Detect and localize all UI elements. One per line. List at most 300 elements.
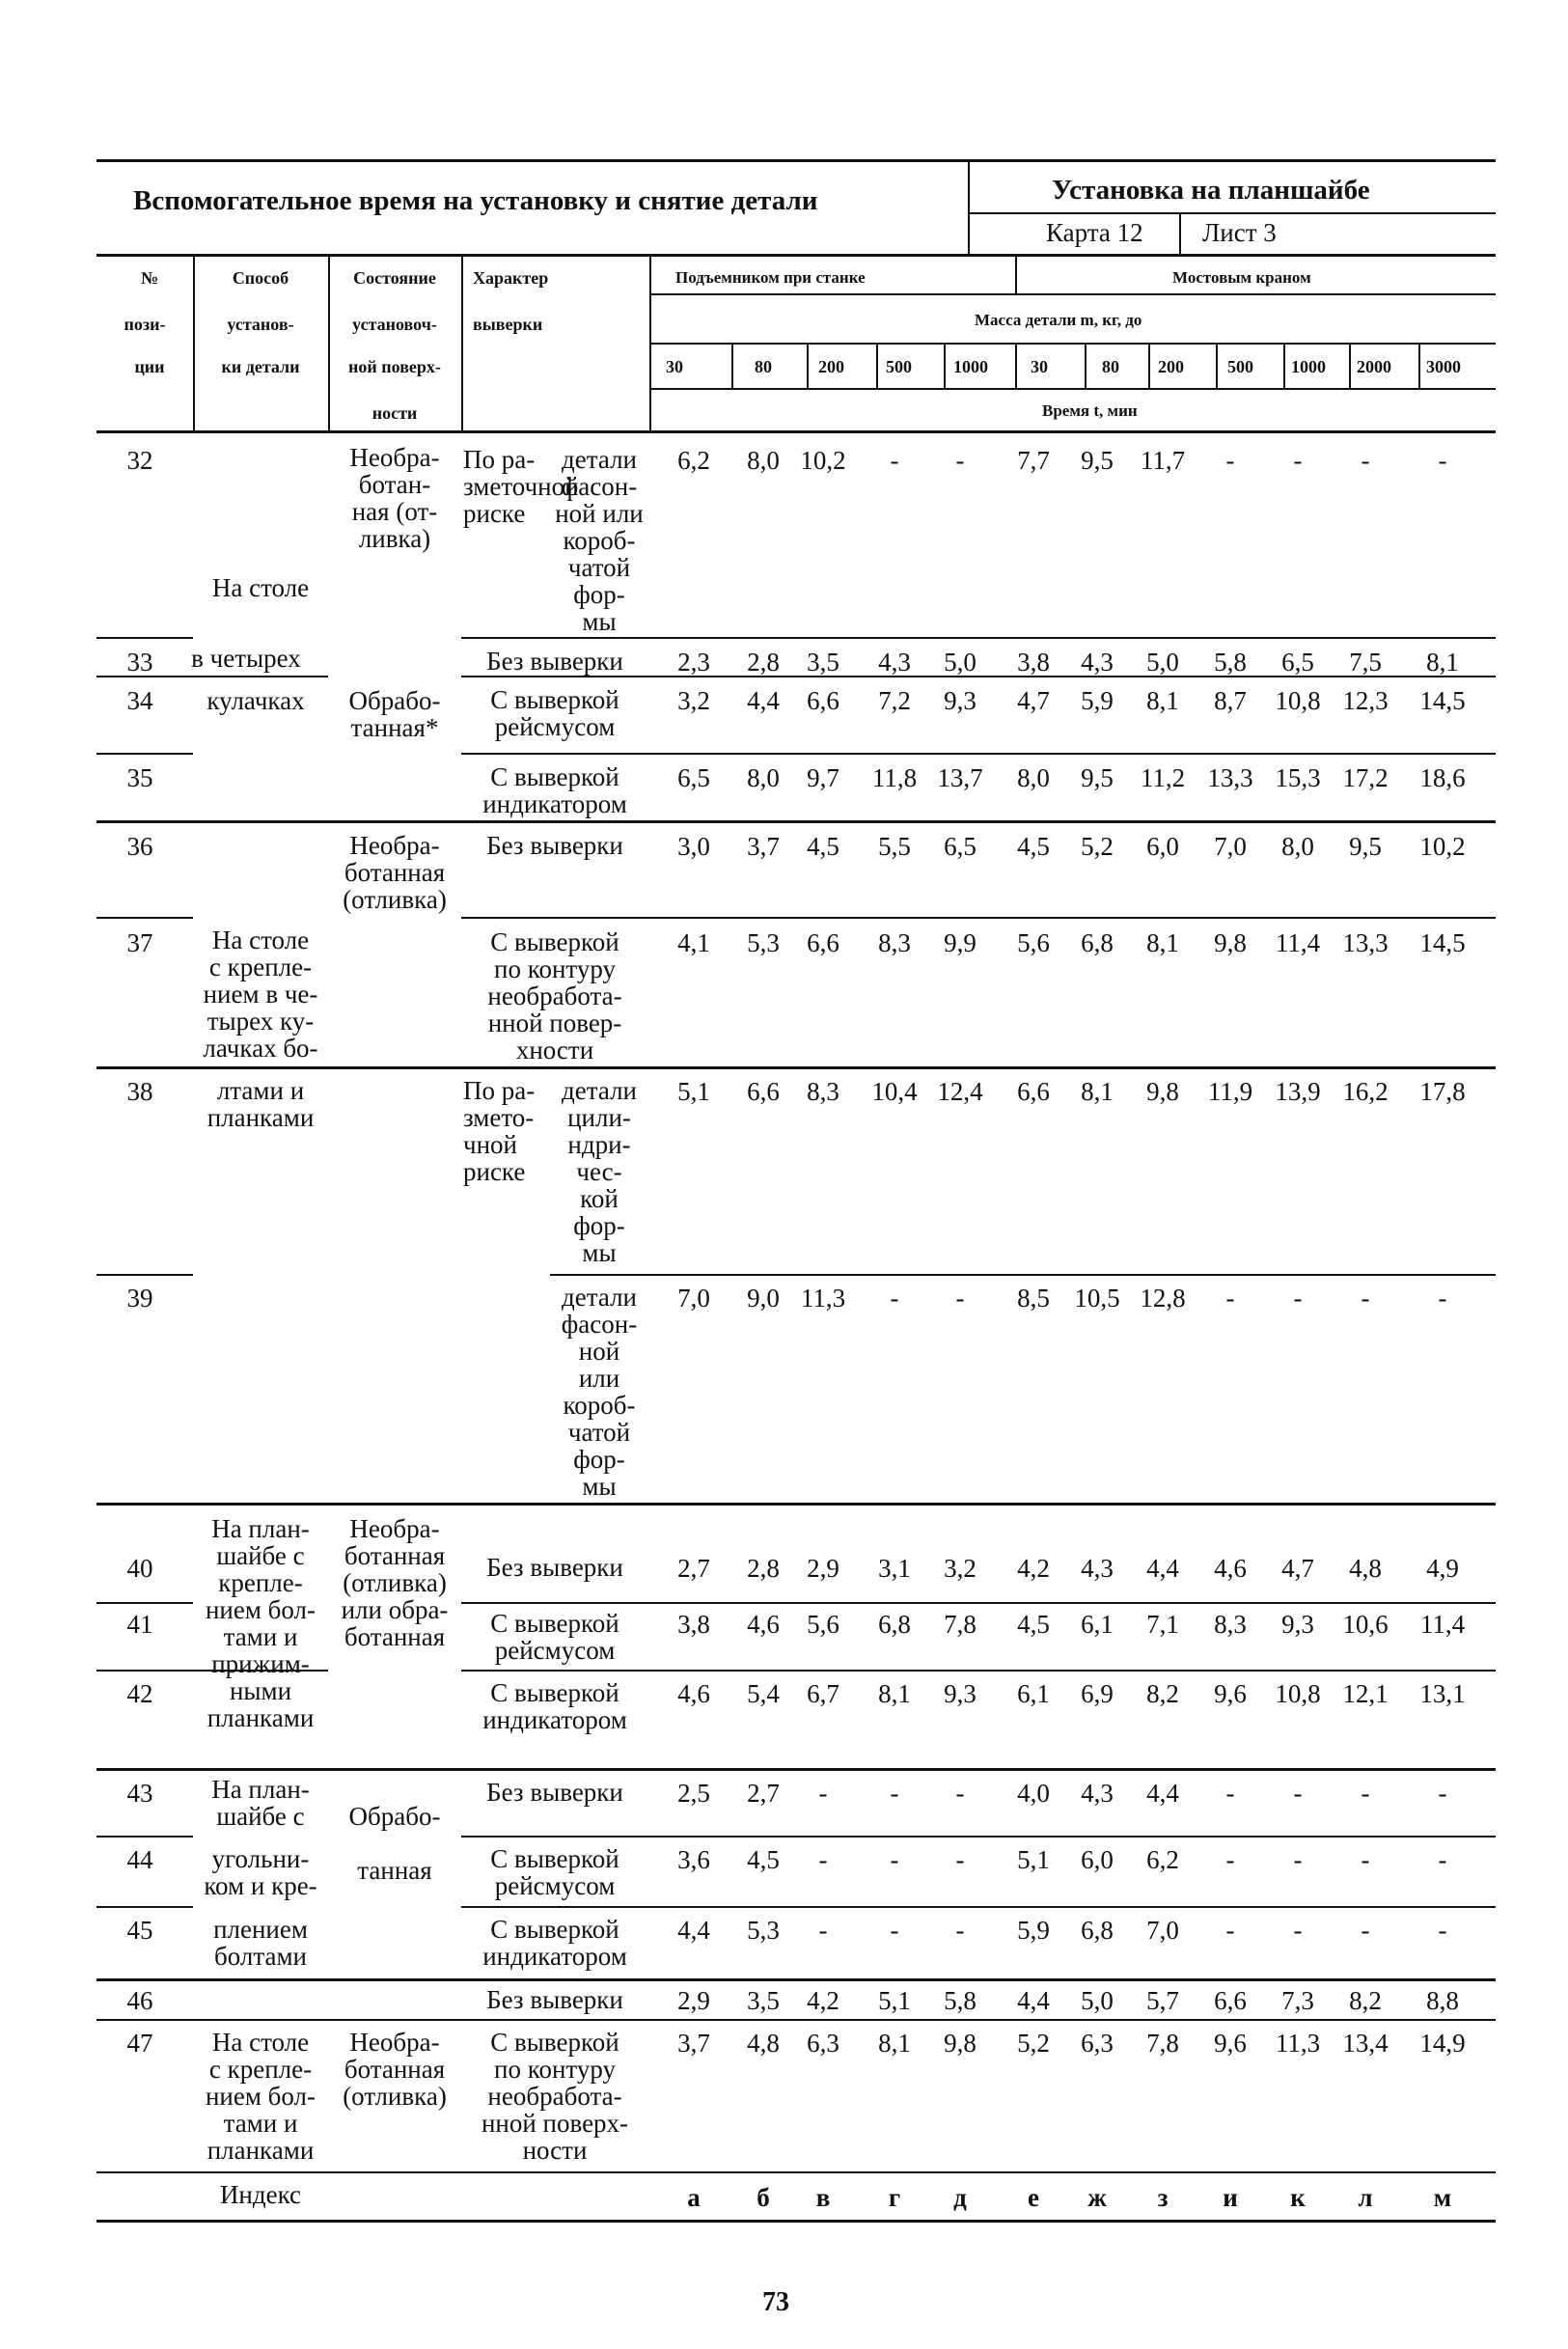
- col-pos-3: ции: [134, 357, 165, 376]
- time-header: Время t, мин: [1042, 401, 1138, 420]
- position-number: 34: [126, 686, 153, 715]
- alignment-line: змето-: [463, 1103, 535, 1132]
- col-align-2: выверки: [473, 315, 543, 334]
- alignment-shape-line: детали: [562, 1283, 637, 1312]
- alignment-line: По ра-: [463, 445, 536, 474]
- col-pos-2: пози-: [124, 315, 166, 334]
- time-value: 5,5: [878, 832, 911, 861]
- g2-method-4: тырех ку-: [206, 1007, 315, 1036]
- index-letter: б: [756, 2183, 770, 2212]
- col-method-1: Способ: [232, 268, 289, 288]
- col-pos-1: №: [140, 268, 159, 288]
- position-number: 36: [126, 832, 153, 861]
- alignment-line: индикатором: [482, 789, 627, 818]
- time-value: 4,2: [1017, 1554, 1050, 1583]
- time-value: 8,5: [1017, 1284, 1050, 1313]
- time-value: 4,8: [1349, 1554, 1382, 1583]
- position-number: 45: [126, 1916, 153, 1945]
- g1-method-3: кулачках: [206, 686, 305, 715]
- time-value: 10,8: [1275, 1679, 1321, 1708]
- time-value: 14,5: [1419, 928, 1466, 957]
- alignment-shape-line: детали: [562, 1076, 637, 1105]
- alignment-text: [463, 2029, 646, 2164]
- alignment-shape-line: или: [578, 1364, 620, 1393]
- time-value: 9,5: [1081, 446, 1114, 475]
- col-method-2: установ-: [227, 315, 294, 334]
- mass-500-crane: 500: [1227, 357, 1253, 376]
- position-number: 47: [126, 2029, 153, 2058]
- time-value: 5,9: [1081, 686, 1114, 715]
- g1-state-b-1: Обрабо-: [348, 686, 441, 715]
- time-value: 5,3: [747, 1916, 780, 1945]
- g4-method-2: шайбе с: [216, 1802, 305, 1831]
- alignment-shape-line: короб-: [563, 1391, 636, 1420]
- g4-method-5: плением: [213, 1915, 308, 1944]
- time-value: 6,6: [747, 1077, 780, 1106]
- time-value: 4,4: [1146, 1554, 1179, 1583]
- alignment-line: по контуру: [494, 2055, 616, 2084]
- mass-200: 200: [818, 357, 844, 376]
- time-value: 6,6: [1017, 1077, 1050, 1106]
- time-value: 5,0: [1146, 648, 1179, 677]
- alignment-line: индикатором: [482, 1942, 627, 1971]
- time-value: 7,8: [944, 1610, 977, 1639]
- time-value: -: [890, 1845, 899, 1874]
- g3-state-5: ботанная: [344, 1622, 446, 1651]
- alignment-line: Без выверки: [486, 647, 623, 676]
- time-value: 14,9: [1419, 2029, 1466, 2058]
- col-state-2: установоч-: [352, 315, 437, 334]
- alignment-line: С выверкой: [490, 1844, 619, 1873]
- time-value: 4,0: [1017, 1779, 1050, 1808]
- time-value: 8,0: [1017, 763, 1050, 792]
- position-number: 40: [126, 1554, 153, 1583]
- position-number: 42: [126, 1679, 153, 1708]
- alignment-line: необработа-: [487, 981, 622, 1010]
- time-value: 4,8: [747, 2029, 780, 2058]
- alignment-line: ности: [522, 2136, 588, 2165]
- time-value: 6,5: [677, 763, 710, 792]
- mass-30: 30: [666, 357, 683, 376]
- time-value: 12,1: [1342, 1679, 1389, 1708]
- time-value: 5,9: [1017, 1916, 1050, 1945]
- alignment-text: [463, 928, 646, 1064]
- g2-method-6: лтами и: [216, 1076, 305, 1105]
- time-value: 11,3: [800, 1284, 846, 1313]
- alignment-line: По ра-: [463, 1076, 536, 1105]
- alignment-line: С выверкой: [490, 2028, 619, 2057]
- time-value: 8,8: [1426, 1986, 1459, 2015]
- col-align-1: Характер: [473, 268, 549, 288]
- time-value: 6,6: [807, 686, 839, 715]
- time-value: 4,5: [807, 832, 839, 861]
- g5-method-5: планками: [206, 2136, 315, 2165]
- time-value: 5,3: [747, 928, 780, 957]
- mass-3000-crane: 3000: [1426, 357, 1461, 376]
- time-value: 2,5: [677, 1779, 710, 1808]
- index-label: Индекс: [219, 2180, 302, 2209]
- alignment-line: Без выверки: [486, 1985, 623, 2014]
- g1-method-1: На столе: [211, 573, 310, 602]
- time-value: 9,8: [1214, 928, 1247, 957]
- alignment-shape-line: мы: [582, 1472, 617, 1501]
- g3-state-4: или обра-: [341, 1595, 449, 1624]
- alignment-line: чной: [463, 1130, 517, 1159]
- g2-method-3: нием в че-: [203, 980, 318, 1009]
- time-value: -: [1225, 446, 1235, 475]
- time-value: -: [890, 1284, 899, 1313]
- g5-method-1: На столе: [211, 2028, 310, 2057]
- g3-method-3: крепле-: [218, 1568, 303, 1597]
- time-value: 8,1: [1081, 1077, 1114, 1106]
- time-value: 4,6: [677, 1679, 710, 1708]
- time-value: 18,6: [1419, 763, 1466, 792]
- alignment-text: [463, 1916, 646, 1970]
- time-value: 13,1: [1419, 1679, 1466, 1708]
- sheet-number: Лист 3: [1202, 218, 1277, 247]
- g5-method-2: с крепле-: [208, 2055, 313, 2084]
- index-letter: ж: [1087, 2183, 1107, 2212]
- g5-state-3: (отливка): [343, 2082, 447, 2111]
- time-value: 8,1: [878, 1679, 911, 1708]
- time-value: 11,8: [871, 763, 918, 792]
- index-letter: е: [1028, 2183, 1039, 2212]
- time-value: 7,0: [1146, 1916, 1179, 1945]
- index-letter: м: [1433, 2183, 1452, 2212]
- g4-method-4: ком и кре-: [204, 1871, 317, 1900]
- time-value: 4,4: [1146, 1779, 1179, 1808]
- time-value: 5,8: [1214, 648, 1247, 677]
- time-value: 9,3: [944, 686, 977, 715]
- time-value: 3,5: [747, 1986, 780, 2015]
- time-value: -: [1225, 1284, 1235, 1313]
- g2-state-1: Необра-: [349, 831, 440, 860]
- alignment-text: [463, 1845, 646, 1899]
- time-value: -: [1293, 1284, 1303, 1313]
- time-value: 4,3: [1081, 1779, 1114, 1808]
- time-value: 5,2: [1081, 832, 1114, 861]
- mass-1000: 1000: [953, 357, 988, 376]
- time-value: 3,0: [677, 832, 710, 861]
- time-value: 6,8: [878, 1610, 911, 1639]
- g1-state-a-1: Необра-: [349, 443, 440, 472]
- time-value: 9,8: [944, 2029, 977, 2058]
- time-value: 3,6: [677, 1845, 710, 1874]
- alignment-line: С выверкой: [490, 1609, 619, 1638]
- mass-30-crane: 30: [1031, 357, 1048, 376]
- time-value: 6,6: [1214, 1986, 1247, 2015]
- time-value: -: [1293, 1916, 1303, 1945]
- time-value: 4,2: [807, 1986, 839, 2015]
- g3-method-2: шайбе с: [216, 1541, 305, 1570]
- time-value: -: [890, 1779, 899, 1808]
- time-value: 9,5: [1349, 832, 1382, 861]
- g5-state-2: ботанная: [344, 2055, 446, 2084]
- index-letter: л: [1358, 2183, 1373, 2212]
- time-value: 7,5: [1349, 648, 1382, 677]
- alignment-line: хности: [515, 1036, 594, 1064]
- time-value: -: [818, 1779, 828, 1808]
- alignment-shape-line: ной или: [555, 499, 644, 528]
- alignment-text: [463, 648, 646, 675]
- time-value: 4,4: [677, 1916, 710, 1945]
- time-value: 11,4: [1275, 928, 1321, 957]
- position-number: 37: [126, 928, 153, 957]
- time-value: 13,3: [1342, 928, 1389, 957]
- alignment-shape-line: чес-: [576, 1157, 622, 1186]
- col-state-4: ности: [371, 403, 418, 423]
- time-value: 7,2: [878, 686, 911, 715]
- setup-title: Установка на планшайбе: [1052, 175, 1370, 206]
- time-value: -: [955, 1284, 965, 1313]
- time-value: 5,4: [747, 1679, 780, 1708]
- g1-state-a-2: ботан-: [358, 470, 431, 499]
- time-value: 8,0: [1281, 832, 1314, 861]
- time-value: 12,3: [1342, 686, 1389, 715]
- time-value: 12,4: [937, 1077, 983, 1106]
- g4-state-2: танная: [357, 1856, 432, 1885]
- mass-1000-crane: 1000: [1291, 357, 1326, 376]
- time-value: 7,1: [1146, 1610, 1179, 1639]
- time-value: 3,7: [677, 2029, 710, 2058]
- time-value: 9,6: [1214, 2029, 1247, 2058]
- time-value: 4,4: [1017, 1986, 1050, 2015]
- time-value: -: [1438, 1284, 1447, 1313]
- alignment-line: индикатором: [482, 1705, 627, 1734]
- time-value: 7,0: [677, 1284, 710, 1313]
- alignment-line: рейсмусом: [494, 1871, 616, 1900]
- time-value: 6,6: [807, 928, 839, 957]
- g3-state-3: (отливка): [343, 1568, 447, 1597]
- time-value: -: [1361, 1916, 1370, 1945]
- time-value: -: [955, 1845, 965, 1874]
- time-value: 3,1: [878, 1554, 911, 1583]
- time-value: 6,0: [1146, 832, 1179, 861]
- alignment-shape-text: [550, 1284, 648, 1500]
- time-value: -: [890, 446, 899, 475]
- time-value: 5,0: [1081, 1986, 1114, 2015]
- time-value: 8,1: [1146, 686, 1179, 715]
- alignment-line: зметочной: [463, 472, 579, 501]
- g2-method-1: На столе: [211, 926, 310, 954]
- alignment-shape-line: чатой: [567, 553, 631, 582]
- time-value: 5,1: [677, 1077, 710, 1106]
- alignment-shape-text: [550, 446, 648, 635]
- time-value: 4,5: [1017, 1610, 1050, 1639]
- time-value: 4,3: [1081, 648, 1114, 677]
- time-value: 2,8: [747, 1554, 780, 1583]
- alignment-shape-line: чатой: [567, 1418, 631, 1447]
- g3-method-4: нием бол-: [205, 1595, 316, 1624]
- time-value: 8,3: [807, 1077, 839, 1106]
- alignment-line: С выверкой: [490, 685, 619, 714]
- time-value: 9,6: [1214, 1679, 1247, 1708]
- time-value: 7,3: [1281, 1986, 1314, 2015]
- g3-state-1: Необра-: [349, 1514, 440, 1543]
- time-value: 10,4: [871, 1077, 918, 1106]
- time-value: 5,6: [1017, 928, 1050, 957]
- time-value: 8,7: [1214, 686, 1247, 715]
- position-number: 38: [126, 1077, 153, 1106]
- time-value: 6,9: [1081, 1679, 1114, 1708]
- time-value: 6,0: [1081, 1845, 1114, 1874]
- index-letter: к: [1290, 2183, 1306, 2212]
- time-value: 15,3: [1275, 763, 1321, 792]
- alignment-shape-line: мы: [582, 1238, 617, 1267]
- index-letter: в: [815, 2183, 831, 2212]
- position-number: 44: [126, 1845, 153, 1874]
- time-value: 8,1: [1146, 928, 1179, 957]
- time-value: 4,5: [747, 1845, 780, 1874]
- index-letter: а: [687, 2183, 701, 2212]
- page-number: 73: [762, 2287, 789, 2317]
- card-number: Карта 12: [1046, 218, 1143, 247]
- alignment-line: риске: [463, 499, 526, 528]
- time-value: 4,6: [747, 1610, 780, 1639]
- time-value: 7,0: [1214, 832, 1247, 861]
- time-value: 3,2: [944, 1554, 977, 1583]
- time-value: 6,5: [944, 832, 977, 861]
- time-value: -: [1293, 1779, 1303, 1808]
- time-value: -: [1438, 446, 1447, 475]
- time-value: -: [1225, 1779, 1235, 1808]
- alignment-line: С выверкой: [490, 762, 619, 791]
- time-value: 2,8: [747, 648, 780, 677]
- time-value: 10,2: [800, 446, 846, 475]
- time-value: 5,0: [944, 648, 977, 677]
- g3-method-6: прижим-: [211, 1649, 310, 1678]
- index-letter: з: [1157, 2183, 1169, 2212]
- time-value: 13,7: [937, 763, 983, 792]
- mass-500: 500: [886, 357, 912, 376]
- time-value: -: [818, 1916, 828, 1945]
- time-value: 6,1: [1081, 1610, 1114, 1639]
- g2-method-2: с крепле-: [208, 953, 313, 981]
- g1-method-2: в четырех: [191, 644, 301, 673]
- alignment-shape-line: фор-: [573, 1211, 625, 1240]
- g2-state-2: ботанная: [344, 858, 446, 887]
- time-value: -: [1293, 1845, 1303, 1874]
- time-value: -: [1438, 1916, 1447, 1945]
- time-value: 3,2: [677, 686, 710, 715]
- time-value: 8,0: [747, 446, 780, 475]
- time-value: 4,6: [1214, 1554, 1247, 1583]
- time-value: 3,8: [1017, 648, 1050, 677]
- g5-method-3: нием бол-: [205, 2082, 316, 2111]
- time-value: 5,6: [807, 1610, 839, 1639]
- alignment-text: [463, 1679, 646, 1733]
- time-value: 9,3: [944, 1679, 977, 1708]
- alignment-shape-text: [550, 1077, 648, 1266]
- time-value: -: [1361, 1284, 1370, 1313]
- time-value: 9,9: [944, 928, 977, 957]
- time-value: 9,8: [1146, 1077, 1179, 1106]
- alignment-line: риске: [463, 1157, 526, 1186]
- g1-state-a-3: ная (от-: [351, 497, 438, 526]
- time-value: 9,7: [807, 763, 839, 792]
- position-number: 41: [126, 1610, 153, 1639]
- time-value: 5,1: [878, 1986, 911, 2015]
- time-value: 3,8: [677, 1610, 710, 1639]
- g2-method-7: планками: [206, 1103, 315, 1132]
- time-value: 11,9: [1207, 1077, 1253, 1106]
- time-value: 10,6: [1342, 1610, 1389, 1639]
- g5-state-1: Необра-: [349, 2028, 440, 2057]
- mass-200-crane: 200: [1158, 357, 1184, 376]
- position-number: 35: [126, 763, 153, 792]
- time-value: 8,0: [747, 763, 780, 792]
- time-value: 6,3: [1081, 2029, 1114, 2058]
- time-value: -: [1361, 1845, 1370, 1874]
- alignment-shape-line: фасон-: [561, 472, 638, 501]
- time-value: 2,7: [677, 1554, 710, 1583]
- position-number: 46: [126, 1986, 153, 2015]
- alignment-line: необработа-: [487, 2082, 622, 2111]
- alignment-line: Без выверки: [486, 831, 623, 860]
- g4-method-3: угольни-: [211, 1844, 310, 1873]
- g2-state-3: (отливка): [343, 885, 447, 914]
- time-value: 6,8: [1081, 1916, 1114, 1945]
- time-value: 16,2: [1342, 1077, 1389, 1106]
- time-value: 7,7: [1017, 446, 1050, 475]
- time-value: 10,5: [1074, 1284, 1120, 1313]
- time-value: 4,3: [1081, 1554, 1114, 1583]
- time-value: 4,7: [1281, 1554, 1314, 1583]
- time-value: -: [955, 1916, 965, 1945]
- col-state-3: ной поверх-: [348, 357, 441, 376]
- alignment-text: [463, 1554, 646, 1581]
- time-value: 6,2: [1146, 1845, 1179, 1874]
- time-value: 17,8: [1419, 1077, 1466, 1106]
- col-method-3: ки детали: [221, 357, 300, 376]
- time-value: 12,8: [1140, 1284, 1186, 1313]
- time-value: -: [1225, 1845, 1235, 1874]
- alignment-line: С выверкой: [490, 1678, 619, 1707]
- alignment-shape-line: цили-: [567, 1103, 631, 1132]
- alignment-shape-line: кой: [580, 1184, 619, 1213]
- time-value: 7,8: [1146, 2029, 1179, 2058]
- alignment-line: С выверкой: [490, 927, 619, 956]
- time-value: 13,3: [1207, 763, 1253, 792]
- time-value: -: [1438, 1779, 1447, 1808]
- time-value: 14,5: [1419, 686, 1466, 715]
- time-value: 17,2: [1342, 763, 1389, 792]
- time-value: 4,9: [1426, 1554, 1459, 1583]
- index-letter: д: [953, 2183, 967, 2212]
- time-value: 5,1: [1017, 1845, 1050, 1874]
- crane-header: Мостовым краном: [1172, 268, 1311, 287]
- position-number: 33: [126, 648, 153, 677]
- g3-method-5: тами и: [223, 1622, 298, 1651]
- table-title: Вспомогательное время на установку и снятие детали: [133, 185, 818, 216]
- alignment-shape-line: ндри-: [567, 1130, 631, 1159]
- time-value: 8,1: [878, 2029, 911, 2058]
- time-value: 4,3: [878, 648, 911, 677]
- time-value: -: [955, 446, 965, 475]
- time-value: -: [890, 1916, 899, 1945]
- time-value: 2,9: [677, 1986, 710, 2015]
- alignment-text: [463, 1779, 646, 1806]
- time-value: 2,7: [747, 1779, 780, 1808]
- time-value: 13,4: [1342, 2029, 1389, 2058]
- alignment-line: нной повер-: [487, 1009, 622, 1037]
- g4-method-6: болтами: [213, 1942, 307, 1971]
- time-value: 4,4: [747, 686, 780, 715]
- time-value: 4,5: [1017, 832, 1050, 861]
- time-value: 9,5: [1081, 763, 1114, 792]
- alignment-line: по контуру: [494, 954, 616, 983]
- alignment-text: [463, 1077, 552, 1185]
